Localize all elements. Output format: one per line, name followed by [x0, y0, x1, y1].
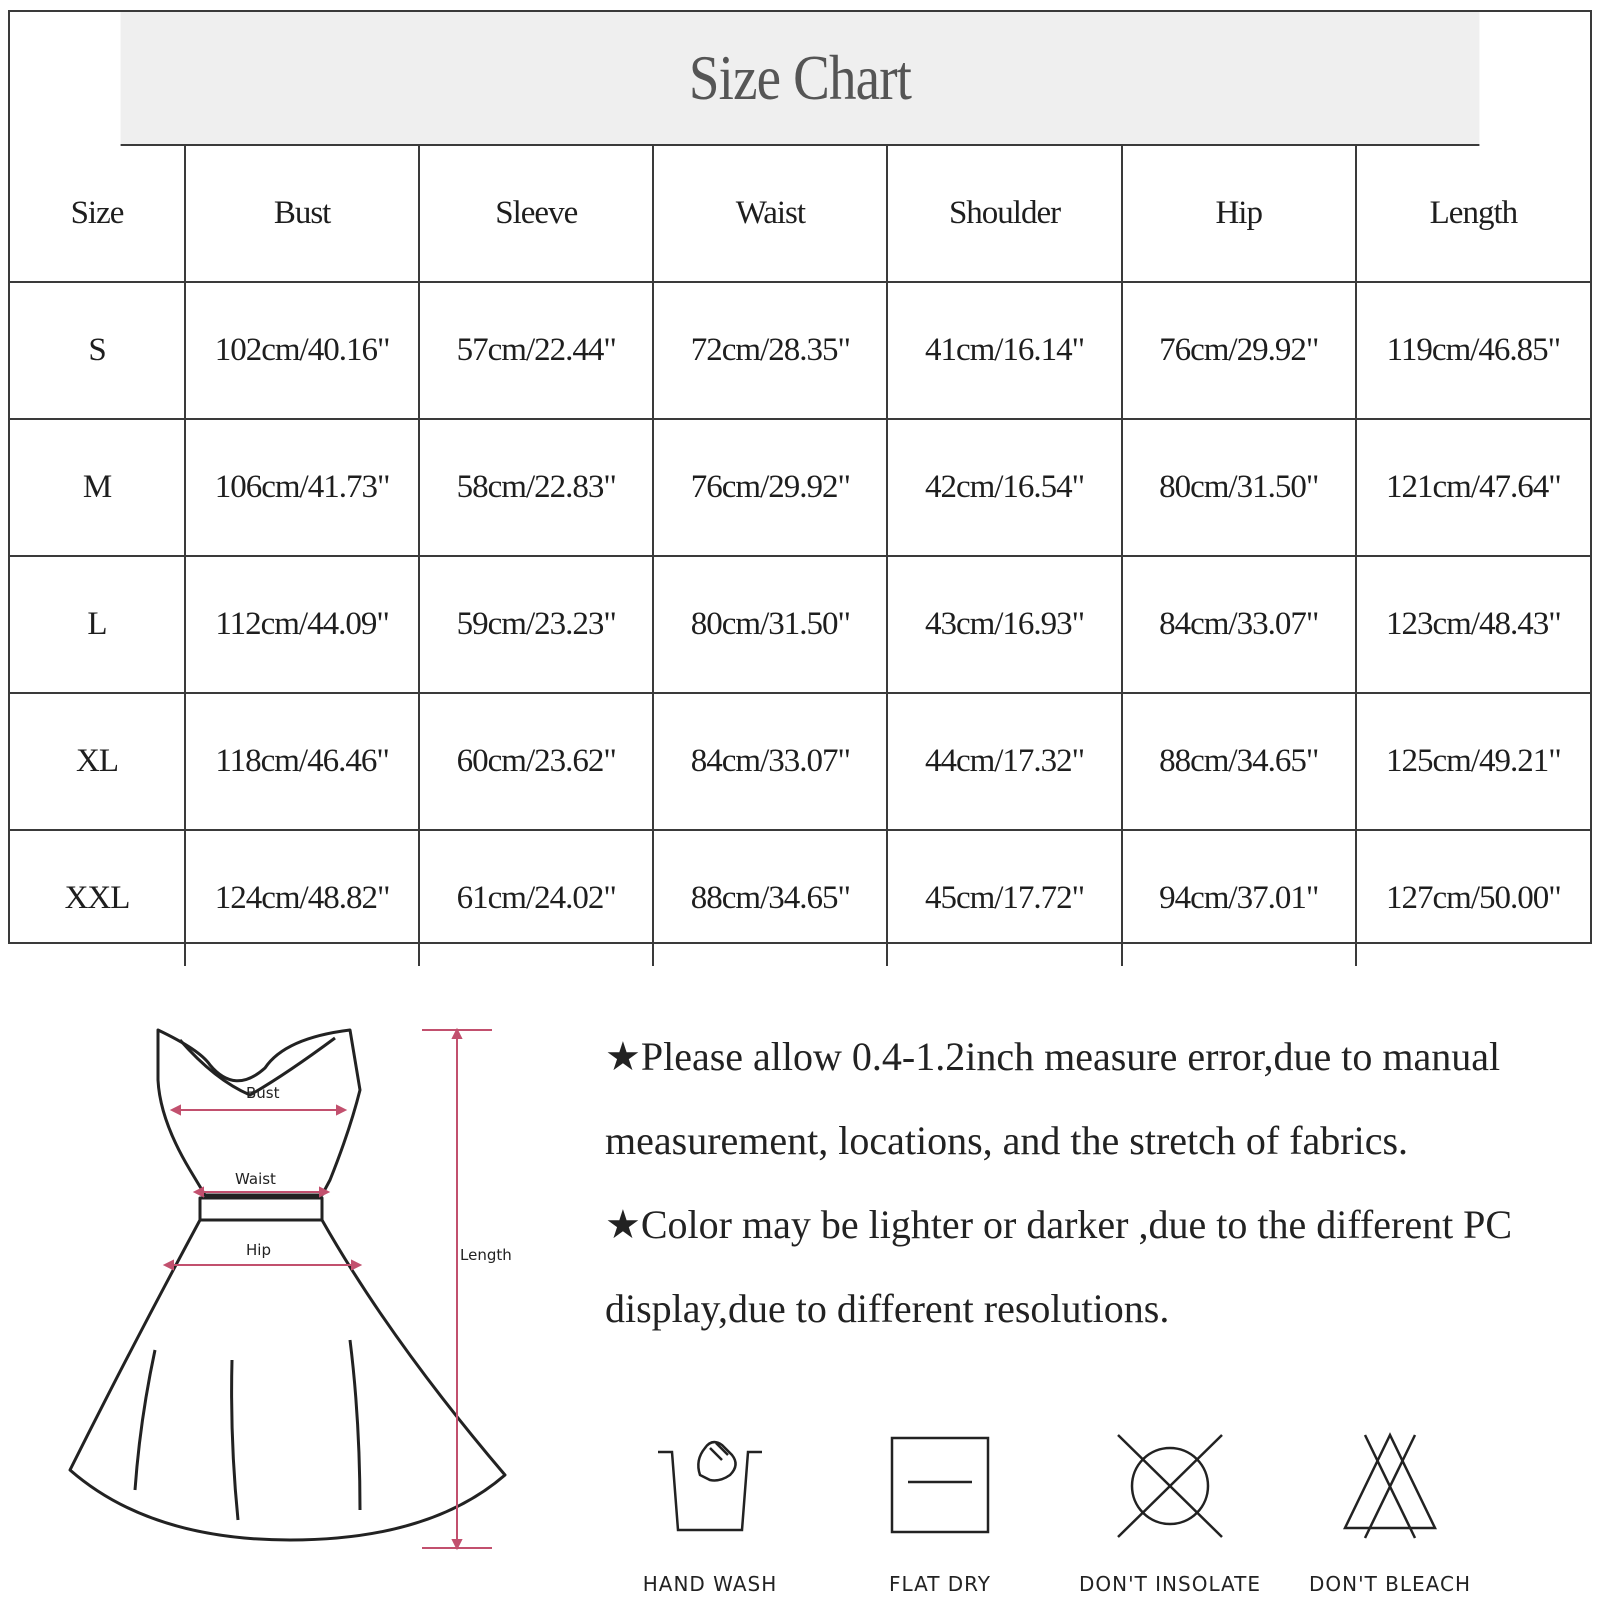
header-cell: Size: [10, 146, 185, 282]
table-cell: S: [10, 282, 185, 419]
hand-wash-icon: [650, 1430, 770, 1540]
table-cell: 45cm/17.72": [887, 830, 1121, 966]
dress-outline-icon: [60, 1020, 530, 1565]
table-cell: 112cm/44.09": [185, 556, 419, 693]
length-label: Length: [460, 1246, 512, 1264]
table-cell: 43cm/16.93": [887, 556, 1121, 693]
table-cell: 84cm/33.07": [653, 693, 887, 830]
table-header-row: [10, 146, 1590, 282]
care-label: FLAT DRY: [888, 1572, 992, 1596]
table-cell: 80cm/31.50": [1122, 419, 1356, 556]
table-cell: 57cm/22.44": [419, 282, 653, 419]
flat-dry-icon: [880, 1430, 1000, 1540]
care-label: DON'T BLEACH: [1308, 1572, 1471, 1596]
notes: [605, 1015, 1595, 1351]
table-row: [10, 282, 1590, 419]
table-cell: 106cm/41.73": [185, 419, 419, 556]
table-cell: 119cm/46.85": [1356, 282, 1590, 419]
table-cell: 88cm/34.65": [1122, 693, 1356, 830]
size-chart: [8, 10, 1592, 944]
table-row: [10, 556, 1590, 693]
care-item-dont-bleach: [1290, 1430, 1490, 1600]
table-cell: 94cm/37.01": [1122, 830, 1356, 966]
table-cell: 123cm/48.43": [1356, 556, 1590, 693]
table-cell: 76cm/29.92": [1122, 282, 1356, 419]
table-cell: XXL: [10, 830, 185, 966]
table-cell: 44cm/17.32": [887, 693, 1121, 830]
table-cell: 60cm/23.62": [419, 693, 653, 830]
table-cell: 127cm/50.00": [1386, 880, 1561, 916]
bust-label: Bust: [246, 1084, 280, 1102]
note-measure-error: ★Please allow 0.4-1.2inch measure error,due to manual measurement, locations, and the stretch of fabrics.: [605, 1034, 1501, 1163]
table-cell: 88cm/34.65": [653, 830, 887, 966]
header-cell: Sleeve: [419, 146, 653, 282]
table-row: [10, 419, 1590, 556]
header-cell: Waist: [653, 146, 887, 282]
table-cell: 41cm/16.14": [887, 282, 1121, 419]
table-cell: M: [10, 419, 185, 556]
header-cell: Hip: [1122, 146, 1356, 282]
care-item-hand-wash: [610, 1430, 810, 1600]
chart-title: Size Chart: [121, 12, 1480, 146]
care-label: DON'T INSOLATE: [1078, 1572, 1262, 1596]
table-row: [10, 830, 1590, 966]
table-cell: 76cm/29.92": [653, 419, 887, 556]
table-cell: 72cm/28.35": [653, 282, 887, 419]
dont-bleach-icon: [1330, 1430, 1450, 1540]
table-cell: 61cm/24.02": [419, 830, 653, 966]
table-cell: 42cm/16.54": [887, 419, 1121, 556]
table-cell: 124cm/48.82": [185, 830, 419, 966]
note-color: ★Color may be lighter or darker ,due to the different PC display,due to different resolutions.: [605, 1202, 1513, 1331]
header-cell: Length: [1356, 146, 1590, 282]
table-cell: XL: [10, 693, 185, 830]
dress-diagram: [60, 1020, 530, 1565]
table-cell: 102cm/40.16": [185, 282, 419, 419]
header-cell: Shoulder: [887, 146, 1121, 282]
size-table: [10, 146, 1590, 966]
table-cell: 58cm/22.83": [419, 419, 653, 556]
table-cell: L: [10, 556, 185, 693]
waist-label: Waist: [235, 1170, 276, 1188]
table-row: [10, 693, 1590, 830]
dont-insolate-icon: [1110, 1430, 1230, 1540]
table-cell: 125cm/49.21": [1356, 693, 1590, 830]
table-cell: 59cm/23.23": [419, 556, 653, 693]
header-cell: Bust: [185, 146, 419, 282]
care-label: HAND WASH: [642, 1572, 778, 1596]
care-item-flat-dry: [840, 1430, 1040, 1600]
table-cell: 80cm/31.50": [653, 556, 887, 693]
care-item-dont-insolate: [1070, 1430, 1270, 1600]
table-cell: 118cm/46.46": [185, 693, 419, 830]
hip-label: Hip: [246, 1241, 271, 1259]
table-cell: 84cm/33.07": [1122, 556, 1356, 693]
table-cell: 121cm/47.64": [1356, 419, 1590, 556]
